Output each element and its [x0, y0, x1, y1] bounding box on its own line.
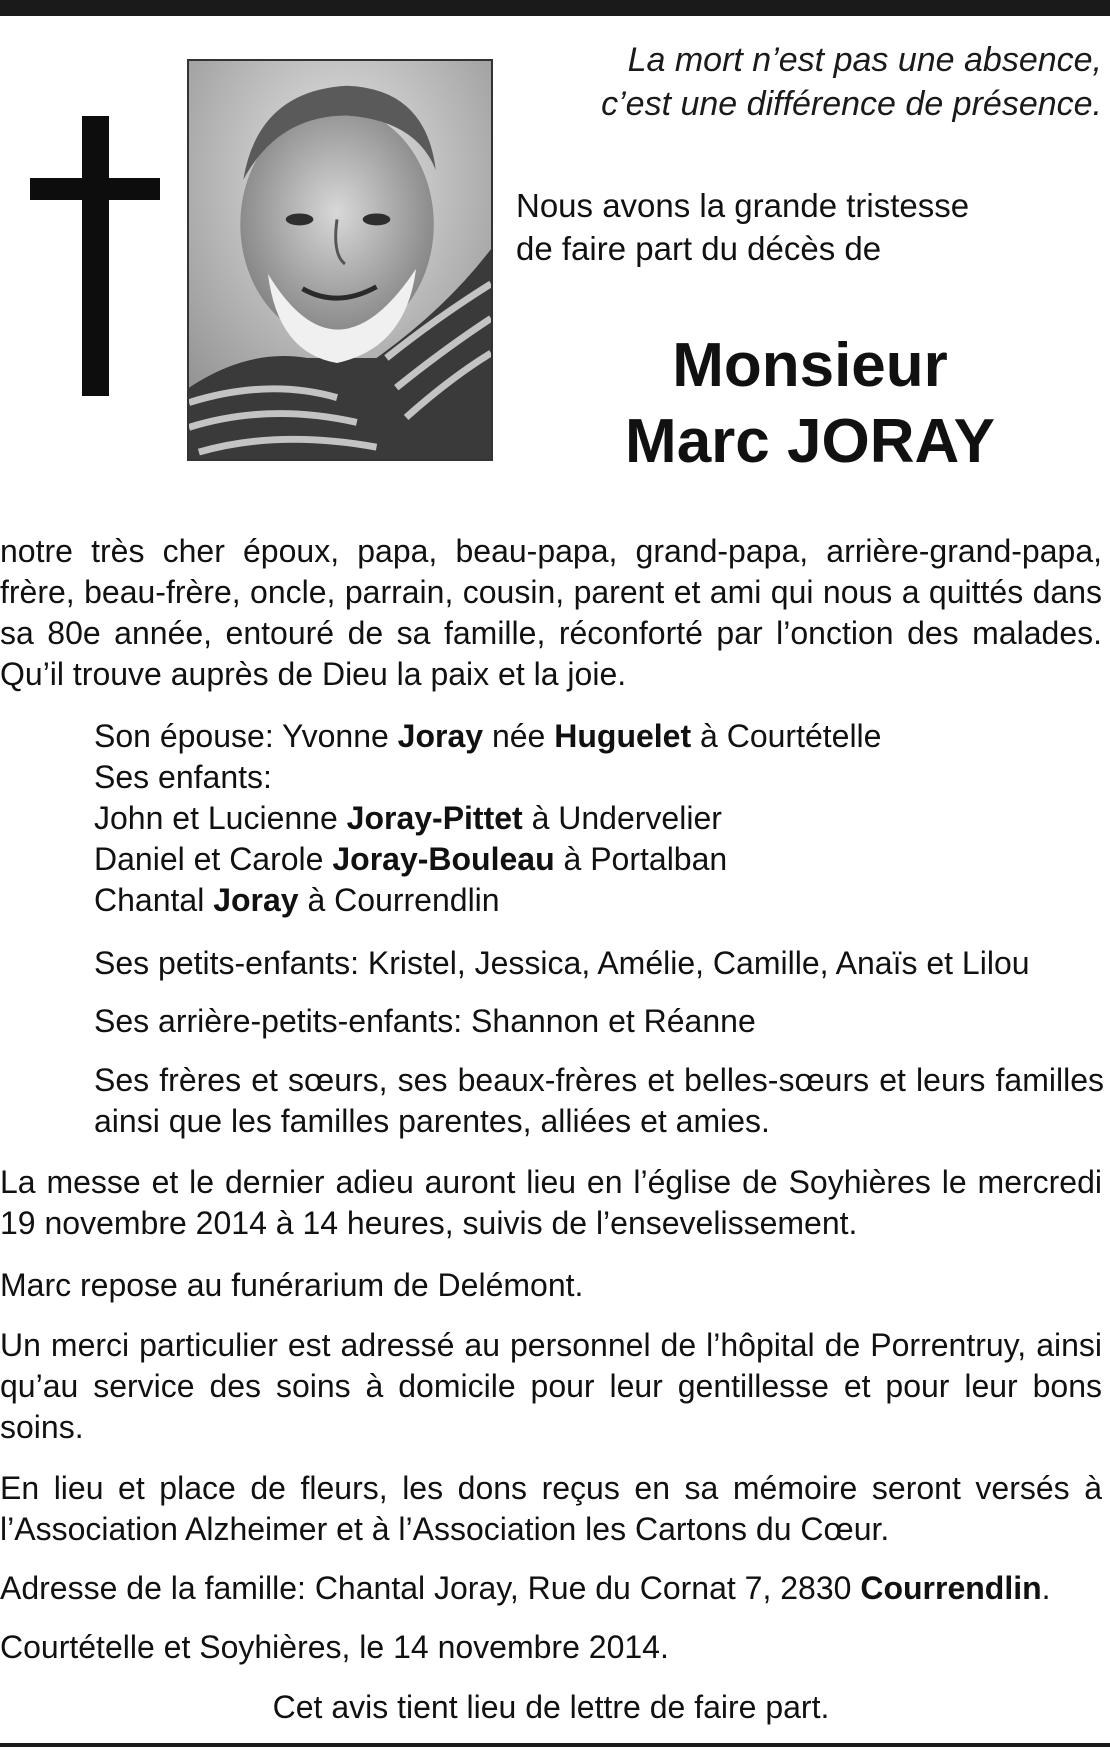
epigraph-quote [601, 38, 1102, 126]
quote-line: c’est une différence de présence. [601, 85, 1102, 123]
name-full: Marc JORAY [625, 407, 995, 476]
rest-paragraph: Marc repose au funérarium de Delémont. [0, 1267, 584, 1303]
quote-line: La mort n’est pas une absence, [627, 41, 1102, 79]
portrait-photo [187, 59, 493, 461]
top-rule [0, 0, 1110, 16]
donations-paragraph: En lieu et place de fleurs, les dons reçus en sa mémoire seront versés à l’Association Alzheimer et à l’Association les Cartons du Cœur. [0, 1470, 1102, 1547]
child-line: John et Lucienne Joray-Pittet à Undervelier [94, 800, 722, 836]
place-and-date: Courtételle et Soyhières, le 14 novembre 2014. [0, 1629, 669, 1665]
intro-line: Nous avons la grande tristesse [516, 187, 970, 224]
grandchildren-line: Ses petits-enfants: Kristel, Jessica, Amélie, Camille, Anaïs et Lilou [94, 945, 1030, 981]
bottom-rule [0, 1743, 1110, 1747]
cross-icon [30, 116, 160, 396]
deceased-name [560, 328, 1060, 480]
child-line: Chantal Joray à Courrendlin [94, 882, 500, 918]
thanks-paragraph: Un merci particulier est adressé au personnel de l’hôpital de Porrentruy, ainsi qu’au service des soins à domicile pour leur gentillesse et pour leur bons soins. [0, 1327, 1102, 1445]
name-title: Monsieur [672, 331, 948, 400]
family-address: Adresse de la famille: Chantal Joray, Rue du Cornat 7, 2830 Courrendlin. [0, 1570, 1051, 1606]
siblings-paragraph: Ses frères et sœurs, ses beaux-frères et belles-sœurs et leurs familles ainsi que les familles parentes, alliées et amies. [94, 1062, 1104, 1139]
spouse-line: Son épouse: Yvonne Joray née Huguelet à Courtételle [94, 718, 882, 754]
family-list [94, 716, 1104, 921]
tribute-paragraph: notre très cher époux, papa, beau-papa, grand-papa, arrière-grand-papa, frère, beau-frère, oncle, parrain, cousin, parent et ami qui nous a quittés dans sa 80e année, entouré de sa famille, réconforté par l’onction des malades. Qu’il trouve auprès de Dieu la paix et la joie. [0, 533, 1102, 692]
announcement-intro [516, 184, 969, 270]
closing-note: Cet avis tient lieu de lettre de faire part. [272, 1689, 830, 1725]
great-grandchildren-line: Ses arrière-petits-enfants: Shannon et Réanne [94, 1003, 756, 1039]
ceremony-paragraph: La messe et le dernier adieu auront lieu en l’église de Soyhières le mercredi 19 novembre 2014 à 14 heures, suivis de l’ensevelissement. [0, 1164, 1102, 1241]
children-label: Ses enfants: [94, 759, 272, 795]
intro-line: de faire part du décès de [516, 230, 882, 267]
child-line: Daniel et Carole Joray-Bouleau à Portalban [94, 841, 728, 877]
